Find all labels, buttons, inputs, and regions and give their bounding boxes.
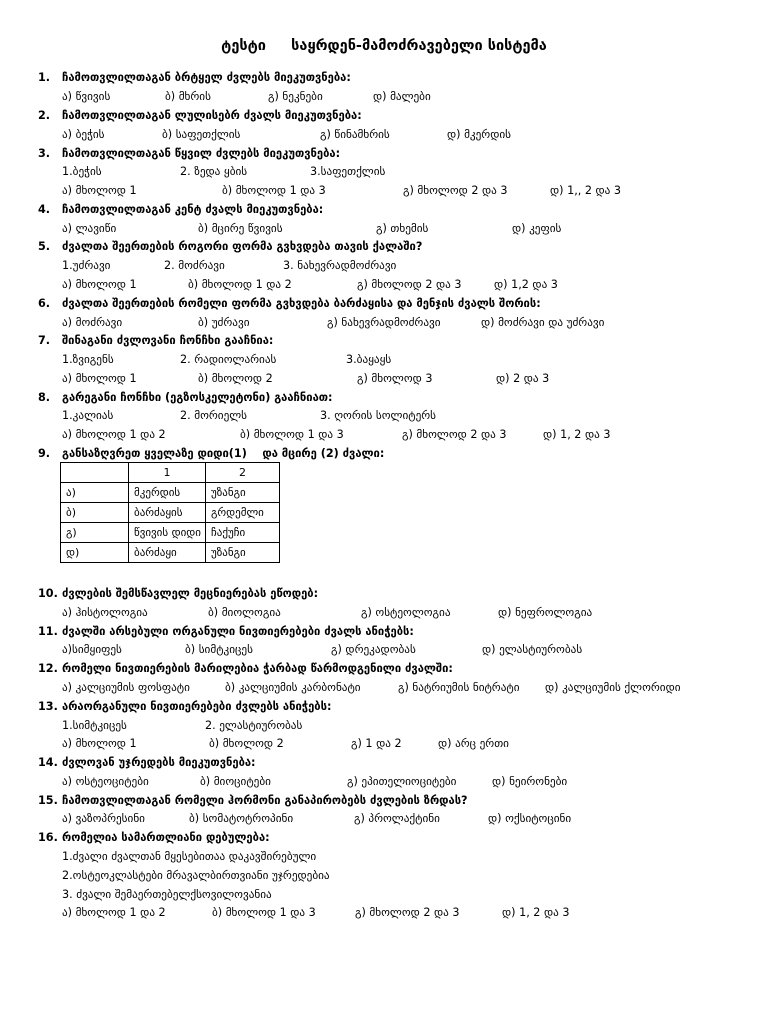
option-d[interactable]: დ) 2 და 3 xyxy=(496,372,550,385)
statement-3: 3. ღორის სოლიტერს xyxy=(320,409,437,422)
option-g[interactable]: გ) ნეკნები xyxy=(268,90,323,103)
option-b[interactable]: ბ) მხრის xyxy=(165,90,211,103)
question-text: რომელი ნივთიერების მარილებია ჭარბად წარმოდგენილი ძვალში: xyxy=(62,662,453,675)
page-title: ტესტი საყრდენ-მამოძრავებელი სისტემა xyxy=(221,38,547,54)
option-a[interactable]: ა)სიმყიფეს xyxy=(62,643,122,656)
question-text: არაორგანული ნივთიერებები ძვლებს ანიჭებს: xyxy=(62,700,332,713)
option-a[interactable]: ა) ბეჭის xyxy=(62,128,105,141)
option-g[interactable]: გ) მხოლოდ 3 xyxy=(357,372,433,385)
question-text: ძვალში არსებული ორგანული ნივთიერებები ძვალს ანიჭებს: xyxy=(62,625,414,638)
question-number: 15. xyxy=(38,794,58,807)
statement-2: 2. რადიოლარიას xyxy=(180,353,277,366)
question-text: რომელია სამართლიანი დებულება: xyxy=(62,831,270,844)
option-d[interactable]: დ) ელასტიურობას xyxy=(482,643,583,656)
option-g[interactable]: გ) წინამხრის xyxy=(320,128,390,141)
option-b[interactable]: ბ) მცირე წვივის xyxy=(198,222,283,235)
option-b[interactable]: ბ) სიმტკიცეს xyxy=(185,643,253,656)
table-cell: ჩაქუჩი xyxy=(206,523,280,543)
question-number: 9. xyxy=(38,447,51,460)
option-d[interactable]: დ) მოძრავი და უძრავი xyxy=(481,316,605,329)
statement-1: 1.ძვალი ძვალთან მყესებითაა დაკავშირებული xyxy=(62,850,317,863)
option-g[interactable]: გ) ნატრიუმის ნიტრატი xyxy=(398,681,520,694)
option-a[interactable]: ა) ლავიწი xyxy=(62,222,117,235)
statement-1: 1.კალიას xyxy=(62,409,114,422)
table-cell: უზანგი xyxy=(206,483,280,503)
table-header-row xyxy=(61,463,280,483)
option-b[interactable]: ბ) მხოლოდ 1 და 3 xyxy=(222,184,326,197)
option-g[interactable]: გ) მხოლოდ 2 და 3 xyxy=(402,428,507,441)
option-b[interactable]: ბ) სომატოტროპინი xyxy=(189,812,294,825)
option-a[interactable]: ა) მხოლოდ 1 და 2 xyxy=(62,906,166,919)
option-d[interactable]: დ) 1, 2 და 3 xyxy=(543,428,611,441)
statement-3: 3. ძვალი შემაერთებელქსოვილოვანია xyxy=(62,888,272,901)
question-number: 10. xyxy=(38,587,58,600)
option-b[interactable]: ბ) მხოლოდ 2 xyxy=(209,737,284,750)
question-text: ჩამოთვლილთაგან წყვილ ძვლებს მიეკუთვნება: xyxy=(62,147,341,160)
table-header-cell: 1 xyxy=(129,463,206,483)
question-text: ძვალთა შეერთების როგორი ფორმა გვხვდება თავის ქალაში? xyxy=(62,240,423,253)
statement-2: 2. მორიელს xyxy=(180,409,247,422)
statement-1: 1.ბეჭის xyxy=(62,165,102,178)
statement-3: 3.ბაყაყს xyxy=(346,353,392,366)
question-text: ჩამოთვლილთაგან ლულისებრ ძვალს მიეკუთვნება: xyxy=(62,109,362,122)
question-text: ძვლების შემსწავლელ მეცნიერებას ეწოდებ: xyxy=(62,587,319,600)
question-number: 16. xyxy=(38,831,58,844)
option-a[interactable]: ა) ჰისტოლოგია xyxy=(62,606,148,619)
option-a[interactable]: ა) წვივის xyxy=(62,90,111,103)
option-g[interactable]: გ) პროლაქტინი xyxy=(354,812,440,825)
option-b[interactable]: ბ) მიოციტები xyxy=(200,775,271,788)
statement-2: 2. ელასტიურობას xyxy=(205,719,303,732)
bones-table xyxy=(60,462,280,563)
option-b[interactable]: ბ) მხოლოდ 1 და 2 xyxy=(188,278,292,291)
question-number: 8. xyxy=(38,391,51,404)
option-g[interactable]: გ) 1 და 2 xyxy=(351,737,402,750)
option-d[interactable]: დ) ნეფროლოგია xyxy=(498,606,593,619)
question-number: 14. xyxy=(38,756,58,769)
table-row[interactable] xyxy=(61,503,280,523)
option-d[interactable]: დ) ოქსიტოცინი xyxy=(488,812,572,825)
option-a[interactable]: ა) მოძრავი xyxy=(62,316,123,329)
question-number: 13. xyxy=(38,700,58,713)
option-a[interactable]: ა) კალციუმის ფოსფატი xyxy=(62,681,190,694)
table-row[interactable] xyxy=(61,483,280,503)
option-d[interactable]: დ) 1, 2 და 3 xyxy=(502,906,570,919)
option-a[interactable]: ა) მხოლოდ 1 xyxy=(62,737,137,750)
option-d[interactable]: დ) მკერდის xyxy=(447,128,511,141)
question-text: ჩამოთვლილთაგან კენტ ძვალს მიეკუთვნება: xyxy=(62,203,324,216)
question-number: 7. xyxy=(38,334,51,347)
option-g[interactable]: გ) მხოლოდ 2 და 3 xyxy=(403,184,508,197)
option-a[interactable]: ა) მხოლოდ 1 და 2 xyxy=(62,428,166,441)
question-text: ჩამოთვლილთაგან ბრტყელ ძვლებს მიეკუთვნება: xyxy=(62,71,351,84)
table-header-cell xyxy=(61,463,129,483)
option-b[interactable]: ბ) უძრავი xyxy=(198,316,250,329)
option-d[interactable]: დ) კეფის xyxy=(512,222,562,235)
option-d[interactable]: დ) კალციუმის ქლორიდი xyxy=(545,681,681,694)
option-b[interactable]: ბ) მიოლოგია xyxy=(208,606,281,619)
option-b[interactable]: ბ) კალციუმის კარბონატი xyxy=(225,681,361,694)
option-a[interactable]: ა) ვაზოპრესინი xyxy=(62,812,145,825)
question-text: ძვალთა შეერთების რომელი ფორმა გვხვდება ბარძაყისა და მენჯის ძვალს შორის: xyxy=(62,297,541,310)
table-header-cell: 2 xyxy=(206,463,280,483)
table-cell: უზანგი xyxy=(206,543,280,563)
option-a[interactable]: ა) მხოლოდ 1 xyxy=(62,278,137,291)
table-row[interactable] xyxy=(61,543,280,563)
option-d[interactable]: დ) ნეირონები xyxy=(492,775,568,788)
question-number: 1. xyxy=(38,71,51,84)
question-number: 11. xyxy=(38,625,58,638)
option-d[interactable]: დ) არც ერთი xyxy=(438,737,509,750)
question-text: გარეგანი ჩონჩხი (ეგზოსკელეტონი) გააჩნიათ: xyxy=(62,391,333,404)
option-g[interactable]: გ) მხოლოდ 2 და 3 xyxy=(357,278,462,291)
question-text: შინაგანი ძვლოვანი ჩონჩხი გააჩნია: xyxy=(62,334,274,347)
table-cell: გრდემლი xyxy=(206,503,280,523)
table-cell-key: ბ) xyxy=(61,503,129,523)
question-number: 2. xyxy=(38,109,51,122)
statement-1: 1.ზვიგენს xyxy=(62,353,114,366)
question-number: 6. xyxy=(38,297,51,310)
question-text: ჩამოთვლილთაგან რომელი ჰორმონი განაპირობებს ძვლების ზრდას? xyxy=(62,794,468,807)
option-a[interactable]: ა) მხოლოდ 1 xyxy=(62,372,137,385)
statement-2: 2. ზედა ყბის xyxy=(180,165,248,178)
table-row[interactable] xyxy=(61,523,280,543)
option-d[interactable]: დ) 1,, 2 და 3 xyxy=(550,184,622,197)
question-number: 12. xyxy=(38,662,58,675)
table-cell: მკერდის xyxy=(129,483,206,503)
table-cell: წვივის დიდი xyxy=(129,523,206,543)
option-b[interactable]: ბ) საფეთქლის xyxy=(162,128,241,141)
statement-2: 2.ოსტეოკლასტები მრავალბირთვიანი უჯრედებია xyxy=(62,869,330,882)
question-text: ძვლოვან უჯრედებს მიეკუთვნება: xyxy=(62,756,256,769)
question-number: 3. xyxy=(38,147,51,160)
table-cell-key: ა) xyxy=(61,483,129,503)
table-cell-key: გ) xyxy=(61,523,129,543)
option-g[interactable]: გ) თხემის xyxy=(376,222,429,235)
table-cell: ბარძაყი xyxy=(129,543,206,563)
question-text: განსაზღვრეთ ყველაზე დიდი(1) და მცირე (2) ძვალი: xyxy=(62,447,385,460)
table-cell: ბარძაყის xyxy=(129,503,206,523)
option-d[interactable]: დ) 1,2 და 3 xyxy=(494,278,558,291)
statement-3: 3. ნახევრადმოძრავი xyxy=(283,259,397,272)
option-b[interactable]: ბ) მხოლოდ 1 და 3 xyxy=(212,906,316,919)
statement-1: 1.სიმტკიცეს xyxy=(62,719,127,732)
statement-3: 3.საფეთქლის xyxy=(310,165,386,178)
option-a[interactable]: ა) ოსტეოციტები xyxy=(62,775,149,788)
option-g[interactable]: გ) ეპითელიოციტები xyxy=(347,775,457,788)
question-number: 5. xyxy=(38,240,51,253)
option-b[interactable]: ბ) მხოლოდ 2 xyxy=(198,372,273,385)
statement-1: 1.უძრავი xyxy=(62,259,111,272)
option-g[interactable]: გ) ოსტეოლოგია xyxy=(361,606,451,619)
option-g[interactable]: გ) დრეკადობას xyxy=(331,643,416,656)
question-number: 4. xyxy=(38,203,51,216)
option-g[interactable]: გ) ნახევრადმოძრავი xyxy=(327,316,441,329)
table-cell-key: დ) xyxy=(61,543,129,563)
option-d[interactable]: დ) მალები xyxy=(373,90,431,103)
option-b[interactable]: ბ) მხოლოდ 1 და 3 xyxy=(240,428,344,441)
option-a[interactable]: ა) მხოლოდ 1 xyxy=(62,184,137,197)
statement-2: 2. მოძრავი xyxy=(164,259,225,272)
option-g[interactable]: გ) მხოლოდ 2 და 3 xyxy=(355,906,460,919)
